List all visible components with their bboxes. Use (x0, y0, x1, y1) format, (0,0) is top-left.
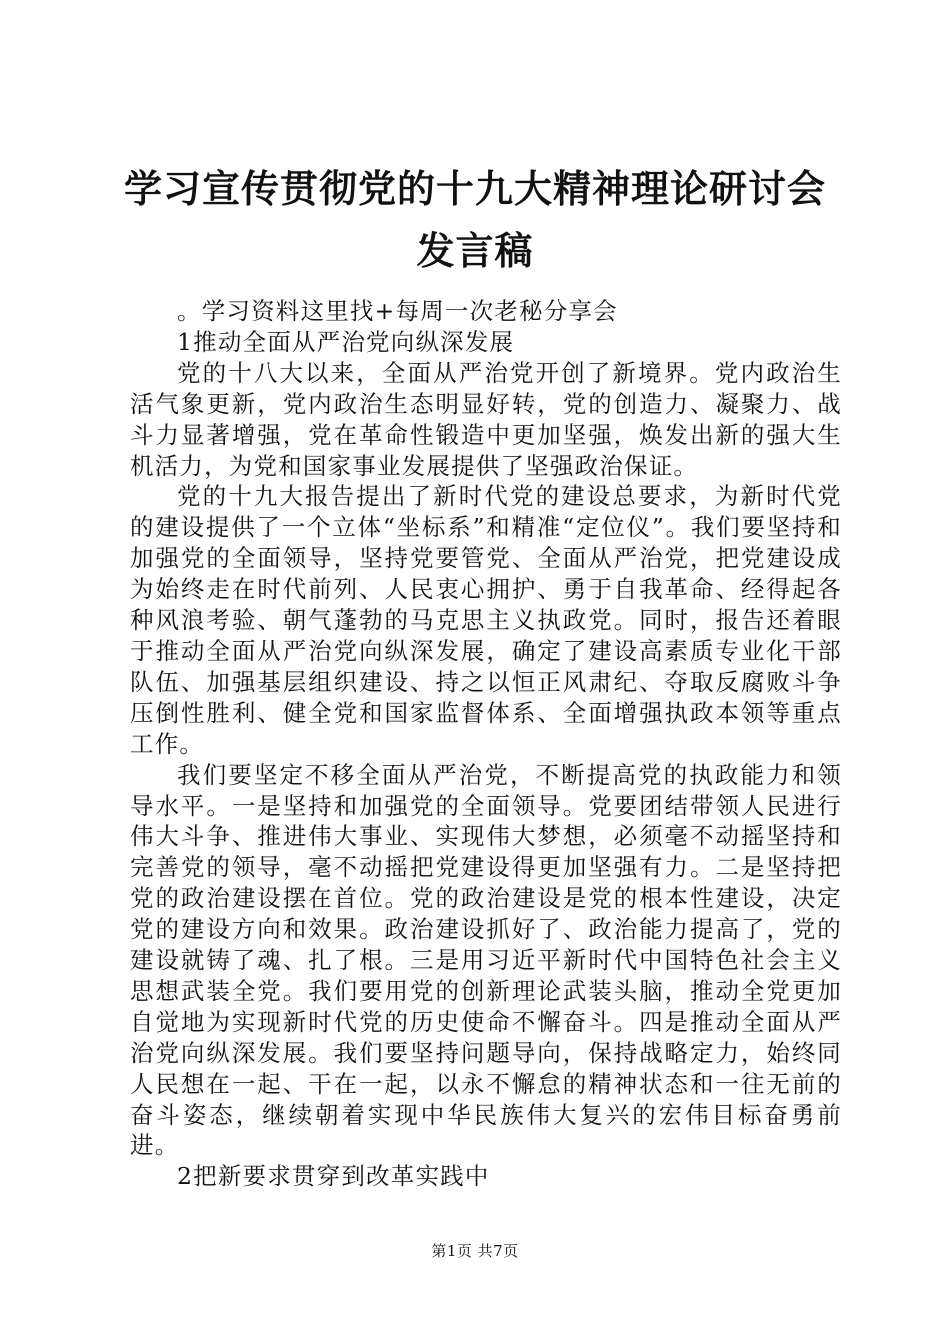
document-title: 学习宣传贯彻党的十九大精神理论研讨会发言稿 (123, 167, 826, 273)
intro-line: 。学习资料这里找+每周一次老秘分享会 (177, 297, 618, 325)
body-paragraph-1: 党的十八大以来，全面从严治党开创了新境界。党内政治生活气象更新，党内政治生态明显好转，党的创造力、凝聚力、战斗力显著增强，党在革命性锻造中更加坚强，焕发出新的强大生机活力，为党和国家事业发展提供了坚强政治保证。 (130, 358, 842, 480)
section-heading-2: 2把新要求贯穿到改革实践中 (177, 1162, 490, 1191)
page-number-footer: 第1页 共7页 (431, 1242, 519, 1260)
section-heading-1: 1推动全面从严治党向纵深发展 (177, 327, 515, 356)
body-paragraph-2: 党的十九大报告提出了新时代党的建设总要求，为新时代党的建设提供了一个立体“坐标系”和精准“定位仪”。我们要坚持和加强党的全面领导，坚持党要管党、全面从严治党，把党建设成为始终走在时代前列、人民衷心拥护、勇于自我革命、经得起各种风浪考验、朝气蓬勃的马克思主义执政党。同时，报告还着眼于推动全面从严治党向纵深发展，确定了建设高素质专业化干部队伍、加强基层组织建设、持之以恒正风肃纪、夺取反腐败斗争压倒性胜利、健全党和国家监督体系、全面增强执政本领等重点工作。 (130, 482, 842, 758)
body-paragraph-3: 我们要坚定不移全面从严治党，不断提高党的执政能力和领导水平。一是坚持和加强党的全面领导。党要团结带领人民进行伟大斗争、推进伟大事业、实现伟大梦想，必须毫不动摇坚持和完善党的领导，毫不动摇把党建设得更加坚强有力。二是坚持把党的政治建设摆在首位。党的政治建设是党的根本性建设，决定党的建设方向和效果。政治建设抓好了、政治能力提高了，党的建设就铸了魂、扎了根。三是用习近平新时代中国特色社会主义思想武装全党。我们要用党的创新理论武装头脑，推动全党更加自觉地为实现新时代党的历史使命不懈奋斗。四是推动全面从严治党向纵深发展。我们要坚持问题导向，保持战略定力，始终同人民想在一起、干在一起，以永不懈怠的精神状态和一往无前的奋斗姿态，继续朝着实现中华民族伟大复兴的宏伟目标奋勇前进。 (130, 760, 842, 1160)
document-body (130, 296, 842, 1192)
